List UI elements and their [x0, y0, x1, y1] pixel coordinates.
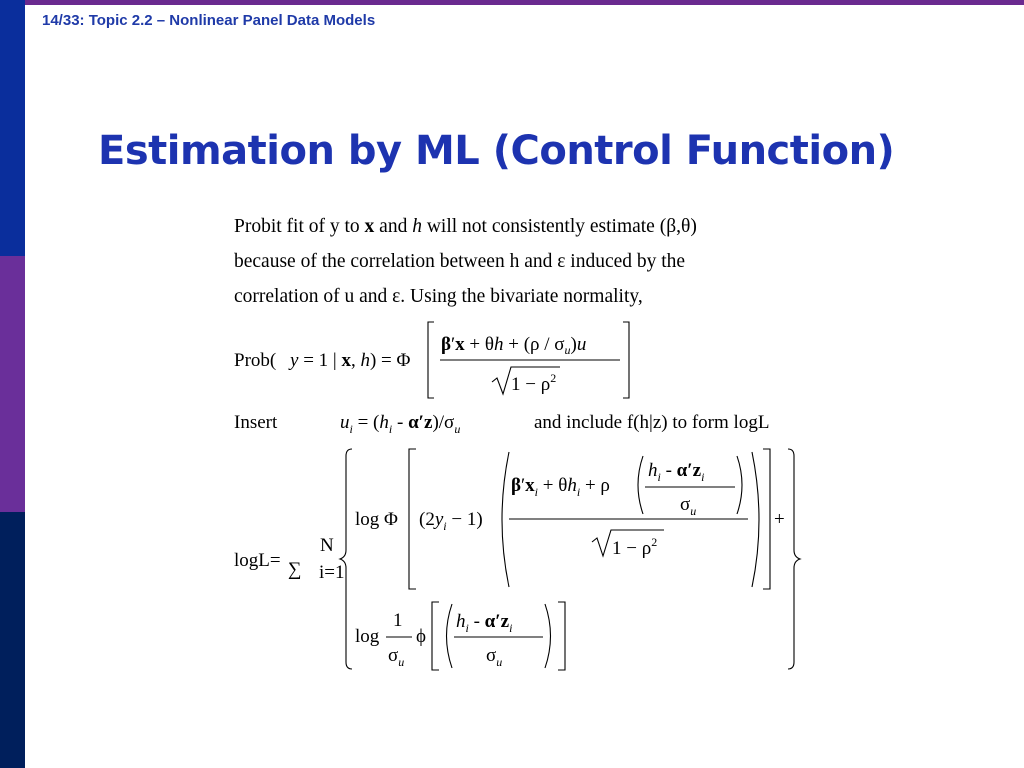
- insert-label: Insert: [234, 412, 278, 433]
- logL-left-brace: [340, 449, 352, 669]
- term1-inner-right-paren: [737, 456, 742, 514]
- p1-text-c: will not consistently estimate (β,θ): [421, 216, 697, 237]
- logL-label: logL=: [234, 550, 281, 571]
- prob-denominator: $1 - \rho^2$: [511, 371, 557, 395]
- p1-text-b: and: [374, 216, 413, 237]
- term2-left-bracket: [432, 602, 439, 670]
- term1-denominator: $1 - \rho^2$: [612, 535, 658, 559]
- slide-title: Estimation by ML (Control Function): [98, 128, 895, 174]
- p1-h: h: [412, 216, 422, 237]
- term2-phi: ϕ: [416, 626, 427, 647]
- p1-text-a: Probit fit of y to: [234, 216, 365, 237]
- prob-args: y = 1 | x, h) = Φ: [290, 350, 411, 371]
- term1-right-paren: [752, 452, 759, 587]
- term1-factor: $(2y_i - 1)$: [419, 509, 483, 533]
- term2-denominator: $\sigma_u$: [486, 645, 503, 669]
- term2-right-bracket: [558, 602, 565, 670]
- term1-numerator: $\beta'x_i + \theta h_i + \rho$: [511, 475, 610, 499]
- p1-x: x: [364, 216, 375, 237]
- prob-numerator: $\beta'x + \theta h + (\rho / \sigma_u)u$: [441, 334, 587, 357]
- term1-right-bracket: [763, 449, 770, 589]
- term1-log-phi: log Φ: [355, 509, 398, 530]
- sum-upper: N: [320, 535, 334, 556]
- term1-inner-denominator: $\sigma_u$: [680, 494, 697, 518]
- insert-tail: and include f(h|z) to form logL: [534, 412, 770, 433]
- sum-icon: ∑: [288, 559, 302, 580]
- prob-right-bracket: [623, 322, 629, 398]
- paragraph-line-3: correlation of u and ε. Using the bivariate normality,: [234, 286, 643, 307]
- prob-label: Prob(: [234, 350, 277, 371]
- term1-plus: +: [774, 509, 785, 530]
- term2-sigma: $\sigma_u$: [388, 645, 405, 669]
- term2-numerator: $h_i - \alpha'z_i$: [456, 611, 513, 635]
- term2-left-paren: [447, 604, 453, 668]
- sum-lower: i=1: [319, 562, 345, 583]
- term1-inner-left-paren: [638, 456, 643, 514]
- term2-one: 1: [393, 610, 403, 631]
- paragraph-line-2: because of the correlation between h and ε induced by the: [234, 251, 686, 272]
- term2-log: log: [355, 626, 380, 647]
- slide-breadcrumb: 14/33: Topic 2.2 – Nonlinear Panel Data Models: [42, 12, 376, 29]
- term1-left-bracket: [409, 449, 416, 589]
- term1-inner-numerator: $h_i - \alpha'z_i$: [648, 460, 705, 484]
- insert-formula: $u_i = (h_i - \alpha'z)/\sigma_u$: [340, 412, 461, 436]
- term2-right-paren: [545, 604, 551, 668]
- prob-left-bracket: [428, 322, 434, 398]
- term1-left-paren: [502, 452, 509, 587]
- logL-right-brace: [788, 449, 800, 669]
